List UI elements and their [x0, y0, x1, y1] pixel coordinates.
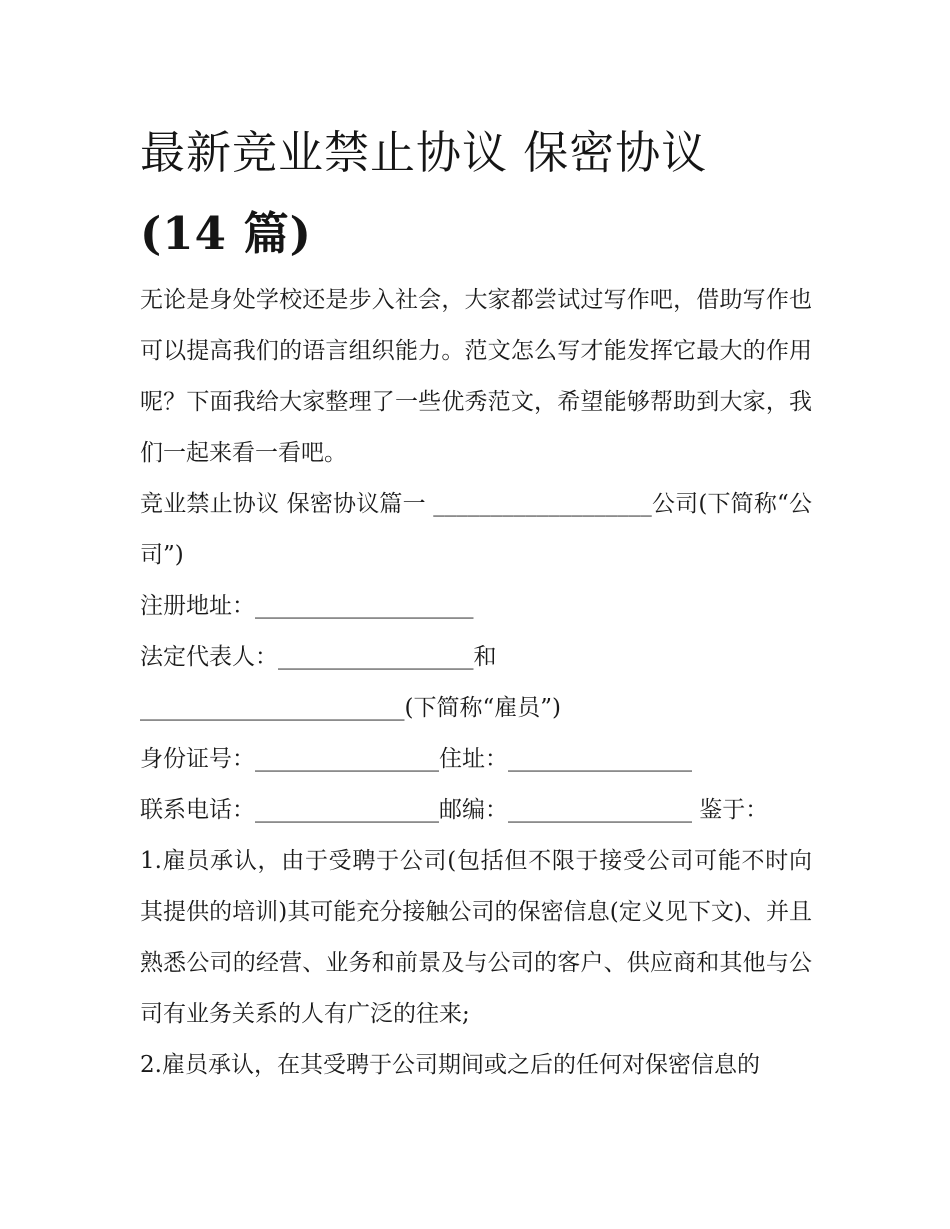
- paragraph-registered-address: 注册地址：___________________: [140, 593, 474, 619]
- document-title-main: 最新竞业禁止协议 保密协议: [140, 126, 708, 179]
- paragraph-legal-representative: 法定代表人：_________________和: [140, 644, 497, 670]
- document-title: [140, 112, 820, 274]
- paragraph-clause-2: 2.雇员承认，在其受聘于公司期间或之后的任何对保密信息的: [140, 1052, 760, 1078]
- document-body: [140, 275, 812, 1091]
- paragraph-employee: _______________________(下简称“雇员”): [140, 695, 561, 721]
- paragraph-clause-1: 1.雇员承认，由于受聘于公司(包括但不限于接受公司可能不时向其提供的培训)其可能充分接触公司的保密信息(定义见下文)、并且熟悉公司的经营、业务和前景及与公司的客户、供应商和其他与公司有业务关系的人有广泛的往来;: [140, 848, 812, 1027]
- paragraph-heading-company: 竞业禁止协议 保密协议篇一 ___________________公司(下简称“公司”): [140, 491, 812, 568]
- paragraph-intro: 无论是身处学校还是步入社会，大家都尝试过写作吧，借助写作也可以提高我们的语言组织能力。范文怎么写才能发挥它最大的作用呢？下面我给大家整理了一些优秀范文，希望能够帮助到大家，我们一起来看一看吧。: [140, 287, 812, 466]
- paragraph-id-address: 身份证号：________________住址：________________: [140, 746, 692, 772]
- paragraph-phone-postcode: 联系电话：________________邮编：________________ 鉴于：: [140, 797, 769, 823]
- document-title-count: (14 篇): [140, 207, 312, 260]
